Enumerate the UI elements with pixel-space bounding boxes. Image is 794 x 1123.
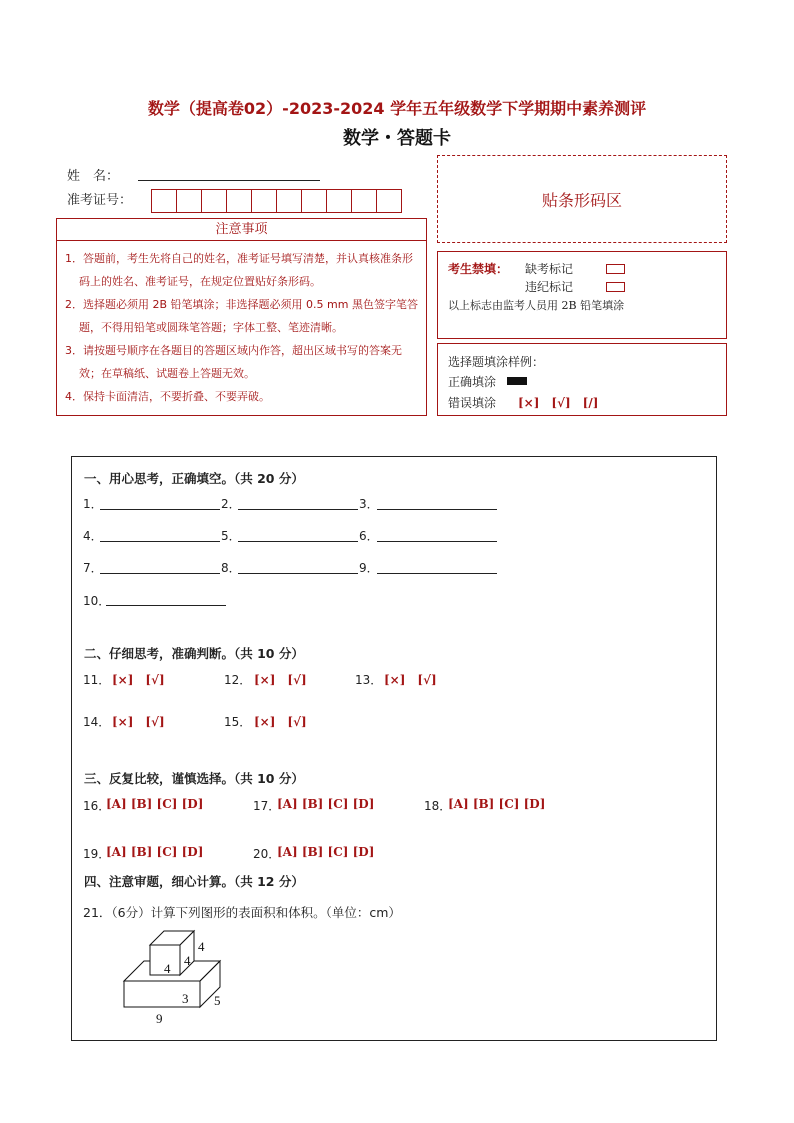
sample-title: 选择题填涂样例： xyxy=(448,355,545,369)
q21-text: 21．（6分）计算下列图形的表面积和体积。（单位：cm） xyxy=(83,905,401,920)
q4-number: 4． xyxy=(83,529,103,543)
big-length-label: 9 xyxy=(156,1011,163,1026)
missing-exam-label: 缺考标记 xyxy=(525,262,574,276)
q8-number: 8． xyxy=(221,561,241,575)
small-cube-side-label: 4 xyxy=(198,939,205,954)
q5-number: 5． xyxy=(221,529,241,543)
q19-number: 19． xyxy=(83,847,111,861)
violation-checkbox[interactable] xyxy=(606,282,625,292)
q18-choices[interactable]: [A] [B] [C] [D] xyxy=(448,797,546,811)
notice-item: 1．答题前，考生先将自己的姓名，准考证号填写清楚，并认真核准条形码上的姓名、准考证号，在规定位置贴好条形码。 xyxy=(65,252,413,288)
section-4-title: 四、注意审题，细心计算。（共 12 分） xyxy=(84,874,304,889)
id-digit-box[interactable] xyxy=(251,189,277,213)
small-cube-front-label: 4 xyxy=(164,961,171,976)
q15-number: 15． xyxy=(224,715,252,729)
page-subtitle: 数学・答题卡 xyxy=(343,128,451,149)
correct-fill-mark xyxy=(507,377,527,385)
q3-blank[interactable] xyxy=(377,509,497,510)
q7-number: 7． xyxy=(83,561,103,575)
id-digit-box[interactable] xyxy=(351,189,377,213)
barcode-area-label: 贴条形码区 xyxy=(541,190,622,210)
q3-number: 3． xyxy=(359,497,379,511)
q15-choices[interactable]: [×] [√] xyxy=(254,715,307,729)
q20-choices[interactable]: [A] [B] [C] [D] xyxy=(277,845,375,859)
q19-choices[interactable]: [A] [B] [C] [D] xyxy=(106,845,204,859)
examinee-forbidden-box xyxy=(437,251,727,339)
wrong-fill-marks: [×] [√] [/] xyxy=(518,396,599,410)
notice-heading: 注意事项 xyxy=(56,218,427,241)
id-digit-box[interactable] xyxy=(226,189,252,213)
barcode-area xyxy=(437,155,727,243)
forbidden-label: 考生禁填： xyxy=(448,262,509,276)
id-digit-box[interactable] xyxy=(276,189,302,213)
violation-label: 违纪标记 xyxy=(525,280,574,294)
q11-number: 11． xyxy=(83,673,111,687)
notice-item: 3．请按题号顺序在各题目的答题区域内作答，超出区域书写的答案无效；在草稿纸、试题卷上答题无效。 xyxy=(65,344,402,380)
name-label: 姓 名： xyxy=(67,169,120,184)
notice-item: 2．选择题必须用 2B 铅笔填涂；非选择题必须用 0.5 mm 黑色签字笔答题，不得用铅笔或圆珠笔答题；字体工整、笔迹清晰。 xyxy=(65,298,418,334)
q13-number: 13． xyxy=(355,673,383,687)
q2-number: 2． xyxy=(221,497,241,511)
q14-choices[interactable]: [×] [√] xyxy=(112,715,165,729)
q10-number: 10． xyxy=(83,594,111,608)
q7-blank[interactable] xyxy=(100,573,220,574)
q14-number: 14． xyxy=(83,715,111,729)
q6-blank[interactable] xyxy=(377,541,497,542)
q9-blank[interactable] xyxy=(377,573,497,574)
id-label: 准考证号： xyxy=(67,193,133,208)
q12-number: 12． xyxy=(224,673,252,687)
q16-choices[interactable]: [A] [B] [C] [D] xyxy=(106,797,204,811)
id-digit-box[interactable] xyxy=(326,189,352,213)
wrong-fill-label: 错误填涂 xyxy=(448,396,497,410)
big-height-label: 3 xyxy=(182,991,189,1006)
q16-number: 16． xyxy=(83,799,111,813)
notice-body xyxy=(56,241,427,416)
missing-exam-checkbox[interactable] xyxy=(606,264,625,274)
notice-item: 4．保持卡面清洁，不要折叠、不要弄破。 xyxy=(65,390,270,403)
q5-blank[interactable] xyxy=(238,541,358,542)
q20-number: 20． xyxy=(253,847,281,861)
q6-number: 6． xyxy=(359,529,379,543)
big-cuboid-front xyxy=(124,981,200,1007)
q10-blank[interactable] xyxy=(106,605,226,606)
id-digit-box[interactable] xyxy=(301,189,327,213)
small-cube-depth-label: 4 xyxy=(184,953,191,968)
q17-number: 17． xyxy=(253,799,281,813)
q11-choices[interactable]: [×] [√] xyxy=(112,673,165,687)
section-2-title: 二、仔细思考，准确判断。（共 10 分） xyxy=(84,646,304,661)
answer-area xyxy=(71,456,717,1041)
fill-sample-box xyxy=(437,343,727,416)
q17-choices[interactable]: [A] [B] [C] [D] xyxy=(277,797,375,811)
q18-number: 18． xyxy=(424,799,452,813)
q13-choices[interactable]: [×] [√] xyxy=(384,673,437,687)
correct-fill-label: 正确填涂 xyxy=(448,375,497,389)
q2-blank[interactable] xyxy=(238,509,358,510)
id-digit-box[interactable] xyxy=(201,189,227,213)
section-3-title: 三、反复比较，谨慎选择。（共 10 分） xyxy=(84,771,304,786)
q9-number: 9． xyxy=(359,561,379,575)
page-title: 数学（提高卷02）-2023-2024 学年五年级数学下学期期中素养测评 xyxy=(147,99,647,118)
id-digit-box[interactable] xyxy=(176,189,202,213)
q1-number: 1． xyxy=(83,497,103,511)
q4-blank[interactable] xyxy=(100,541,220,542)
cuboid-figure xyxy=(120,927,240,1027)
id-digit-box[interactable] xyxy=(151,189,177,213)
section-1-title: 一、用心思考，正确填空。（共 20 分） xyxy=(84,471,304,486)
id-digit-box[interactable] xyxy=(376,189,402,213)
q12-choices[interactable]: [×] [√] xyxy=(254,673,307,687)
q1-blank[interactable] xyxy=(100,509,220,510)
id-number-boxes[interactable] xyxy=(151,189,401,213)
name-field[interactable] xyxy=(138,180,320,181)
forbidden-note: 以上标志由监考人员用 2B 铅笔填涂 xyxy=(448,299,625,312)
q8-blank[interactable] xyxy=(238,573,358,574)
big-depth-label: 5 xyxy=(214,993,221,1008)
